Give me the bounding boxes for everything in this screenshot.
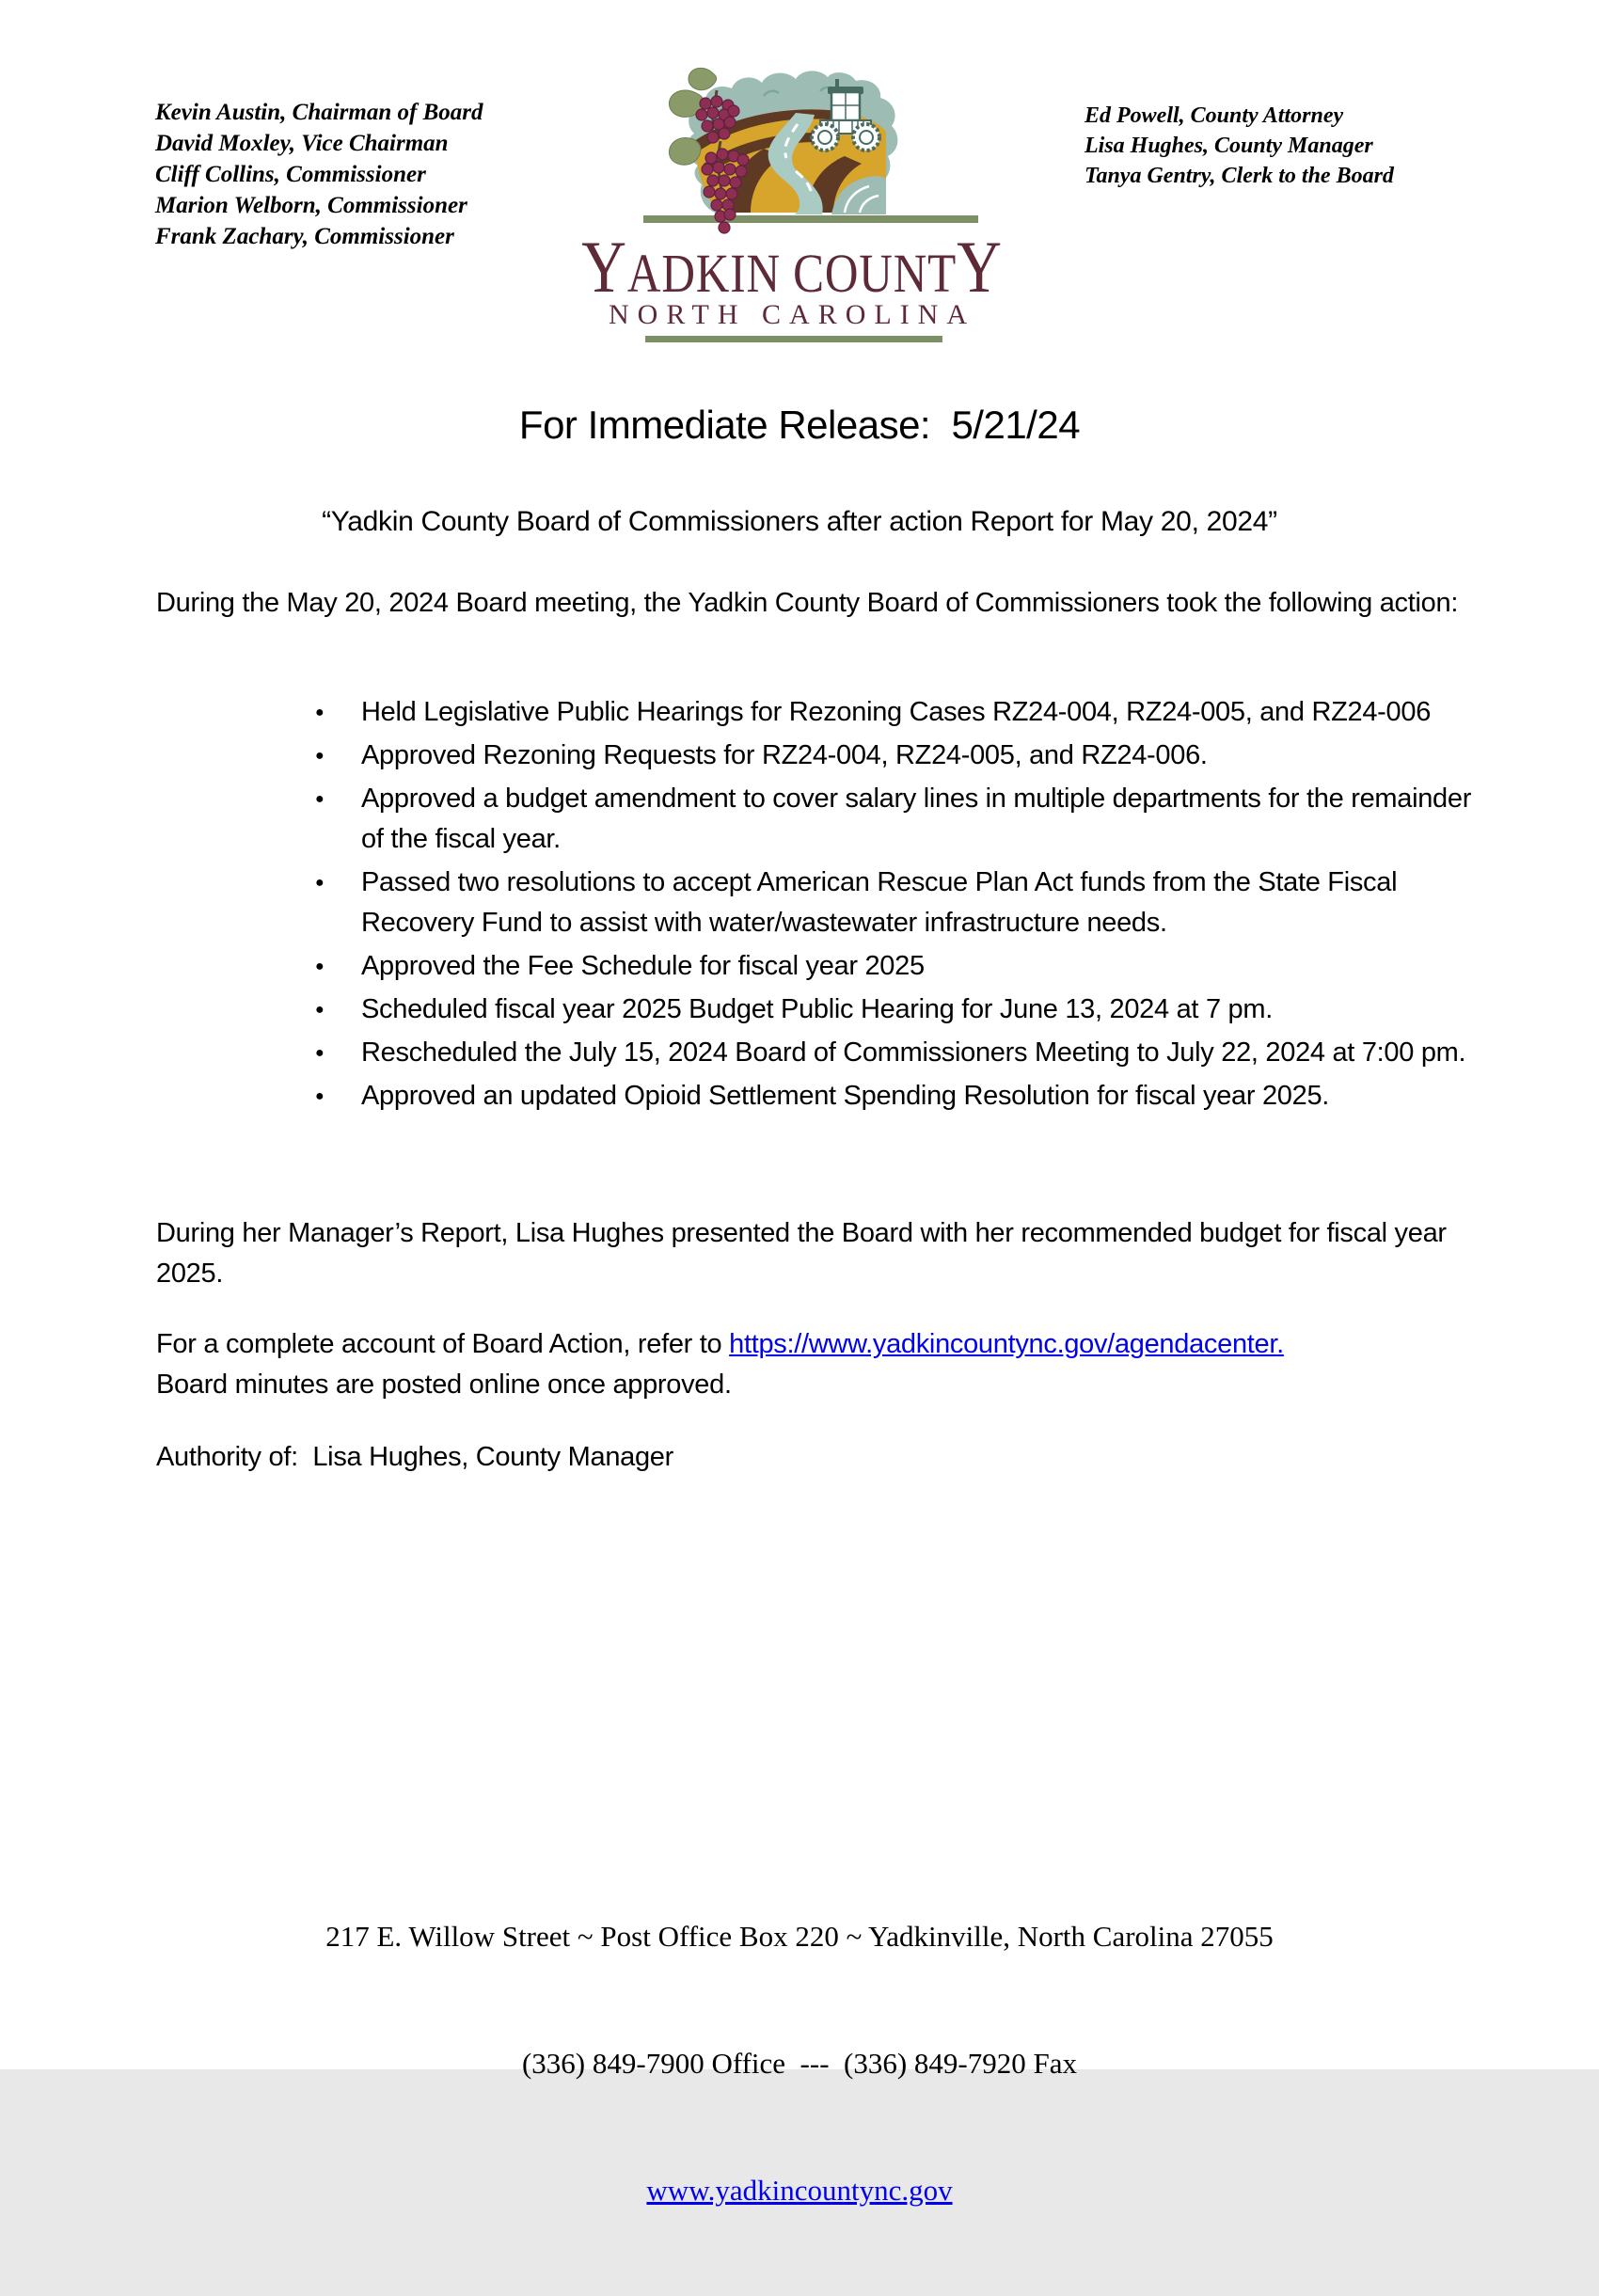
link-paragraph-prefix: For a complete account of Board Action, refer to (156, 1329, 730, 1359)
footer (0, 1830, 1599, 2296)
intro-paragraph: During the May 20, 2024 Board meeting, the Yadkin County Board of Commissioners took the following action: (156, 588, 1459, 618)
action-item: ● Approved the Fee Schedule for fiscal year 2025 (310, 946, 1490, 987)
footer-phone: (336) 849-7900 Office --- (336) 849-7920 Fax (521, 2047, 1077, 2080)
logo-state-name: NORTH CAROLINA (608, 299, 976, 330)
action-item: ● Held Legislative Public Hearings for Rezoning Cases RZ24-004, RZ24-005, and RZ24-006 (310, 692, 1490, 733)
footer-website-link[interactable]: www.yadkincountync.gov (646, 2174, 953, 2207)
release-title: For Immediate Release: 5/21/24 (518, 403, 1081, 447)
board-actions-list (310, 692, 1490, 1119)
agenda-center-link[interactable]: https://www.yadkincountync.gov/agendacenter (729, 1329, 1277, 1359)
action-item: ● Scheduled fiscal year 2025 Budget Public Hearing for June 13, 2024 at 7 pm. (310, 990, 1490, 1030)
official-name: Cliff Collins, Commissioner (155, 162, 426, 187)
official-name: Kevin Austin, Chairman of Board (155, 100, 483, 125)
logo-bottom-bar (645, 336, 942, 342)
authority-line: Authority of: Lisa Hughes, County Manager (156, 1442, 673, 1472)
action-item: ● Approved a budget amendment to cover salary lines in multiple departments for the remainder of the fiscal year. (310, 779, 1490, 860)
yadkin-county-logo (564, 80, 1016, 353)
logo-county-name: YADKIN COUNTY (581, 227, 1003, 309)
link-paragraph-line2: Board minutes are posted online once approved. (156, 1370, 732, 1400)
action-item: ● Approved an updated Opioid Settlement Spending Resolution for fiscal year 2025. (310, 1076, 1490, 1116)
official-name: Lisa Hughes, County Manager (1084, 134, 1373, 158)
official-name: Marion Welborn, Commissioner (155, 193, 467, 218)
link-paragraph (156, 1324, 1501, 1405)
logo-top-bar (643, 215, 978, 223)
manager-report-paragraph: During her Manager’s Report, Lisa Hughes presented the Board with her recommended budget for fiscal year 2025. (156, 1218, 1447, 1289)
official-name: David Moxley, Vice Chairman (155, 131, 449, 156)
action-item: ● Approved Rezoning Requests for RZ24-004, RZ24-005, and RZ24-006. (310, 736, 1490, 776)
action-item: ● Rescheduled the July 15, 2024 Board of Commissioners Meeting to July 22, 2024 at 7:00 pm. (310, 1033, 1490, 1073)
official-name: Frank Zachary, Commissioner (155, 224, 454, 249)
staff-officials-list (1084, 101, 1394, 191)
link-paragraph-period: . (1276, 1329, 1284, 1359)
report-subtitle: “Yadkin County Board of Commissioners after action Report for May 20, 2024” (322, 506, 1277, 537)
action-item: ● Passed two resolutions to accept American Rescue Plan Act funds from the State Fiscal Recovery Fund to assist with water/wastewater infrastructure needs. (310, 863, 1490, 943)
official-name: Tanya Gentry, Clerk to the Board (1084, 164, 1394, 188)
footer-address: 217 E. Willow Street ~ Post Office Box 220 ~ Yadkinville, North Carolina 27055 (325, 1920, 1274, 1953)
official-name: Ed Powell, County Attorney (1084, 103, 1344, 128)
board-officials-list (155, 97, 483, 252)
